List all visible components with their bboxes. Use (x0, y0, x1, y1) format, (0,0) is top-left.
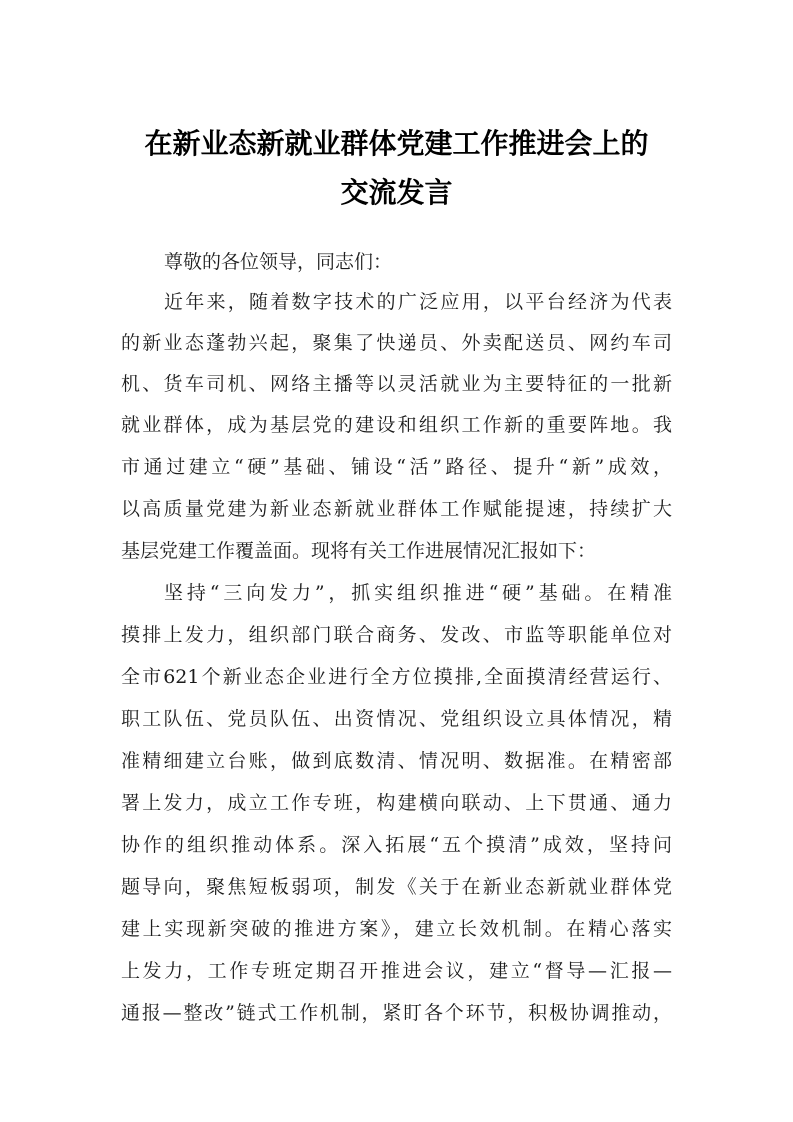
paragraph-line: 机、货车司机、网络主播等以灵活就业为主要特征的一批新 (121, 373, 672, 395)
paragraph-line: 题导向，聚焦短板弱项，制发《关于在新业态新就业群体党 (121, 876, 672, 898)
paragraph-line: 近年来，随着数字技术的广泛应用，以平台经济为代表 (164, 291, 672, 313)
paragraph-line: 通报—整改”链式工作机制，紧盯各个环节，积极协调推动， (121, 1002, 672, 1024)
paragraph-line: 市通过建立“硬”基础、铺设“活”路径、提升“新”成效， (121, 456, 672, 478)
paragraph-line: 全市621个新业态企业进行全方位摸排,全面摸清经营运行、 (121, 666, 672, 688)
document-title-line-1: 在新业态新就业群体党建工作推进会上的 (144, 127, 649, 160)
paragraph-line: 准精细建立台账，做到底数清、情况明、数据准。在精密部 (121, 750, 672, 772)
paragraph-line: 摸排上发力，组织部门联合商务、发改、市监等职能单位对 (121, 624, 672, 646)
paragraph-line: 就业群体，成为基层党的建设和组织工作新的重要阵地。我 (121, 414, 672, 436)
paragraph-line: 以高质量党建为新业态新就业群体工作赋能提速，持续扩大 (121, 498, 672, 520)
paragraph-line: 的新业态蓬勃兴起，聚集了快递员、外卖配送员、网约车司 (121, 332, 672, 354)
document-title-line-2: 交流发言 (340, 176, 453, 209)
paragraph-line: 基层党建工作覆盖面。现将有关工作进展情况汇报如下： (121, 540, 597, 562)
paragraph-line: 上发力，工作专班定期召开推进会议，建立“督导—汇报— (121, 960, 672, 982)
paragraph-line: 坚持“三向发力”，抓实组织推进“硬”基础。在精准 (164, 582, 672, 604)
paragraph-line: 职工队伍、党员队伍、出资情况、党组织设立具体情况，精 (121, 708, 672, 730)
paragraph-line: 协作的组织推动体系。深入拓展“五个摸清”成效，坚持问 (121, 834, 672, 856)
paragraph-line: 建上实现新突破的推进方案》，建立长效机制。在精心落实 (121, 918, 672, 940)
paragraph-line: 署上发力，成立工作专班，构建横向联动、上下贯通、通力 (121, 792, 672, 814)
salutation: 尊敬的各位领导，同志们： (164, 251, 393, 273)
